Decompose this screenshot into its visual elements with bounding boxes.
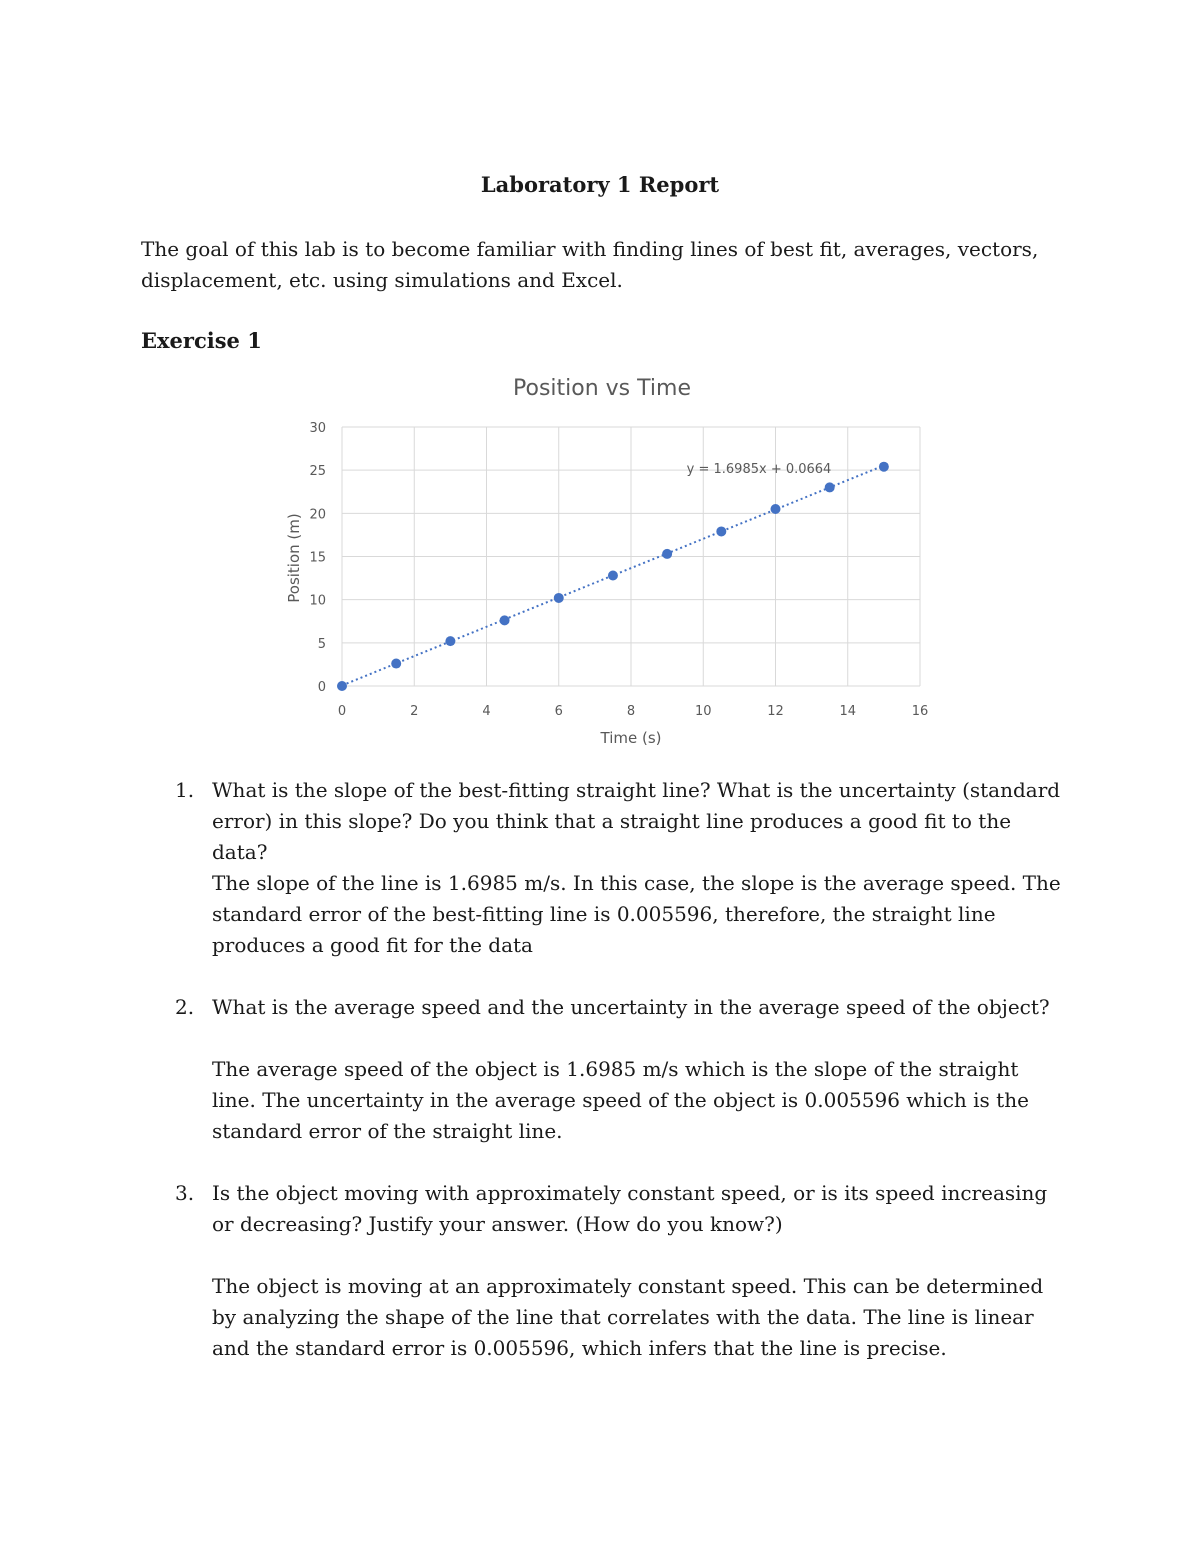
y-tick-label: 25 [309, 464, 326, 480]
x-tick-label: 16 [911, 704, 929, 719]
question-number: 3. [175, 1181, 195, 1205]
exercise-heading: Exercise 1 [141, 328, 262, 353]
answer-3: The object is moving at an approximately constant speed. This can be determined by analyzing the shape of the line that correlates with the data. The line is linear and the standard error is 0.005596, which infers that the line is precise. [212, 1274, 1044, 1360]
data-point [771, 504, 781, 514]
intro-paragraph: The goal of this lab is to become familiar with finding lines of best fit, averages, vectors, displacement, etc. using simulations and Excel. [141, 237, 1039, 292]
tick-labels [309, 421, 928, 719]
x-tick-label: 2 [410, 704, 419, 719]
data-point [554, 593, 564, 603]
question-text: What is the slope of the best-fitting straight line? What is the uncertainty (standard error) in this slope? Do you think that a straight line produces a good fit to the data? [212, 778, 1061, 864]
data-point [445, 636, 455, 646]
data-point [391, 659, 401, 669]
x-tick-label: 10 [694, 704, 712, 719]
y-tick-label: 30 [309, 421, 326, 436]
y-tick-label: 0 [317, 680, 326, 695]
x-tick-label: 6 [554, 704, 563, 719]
question-text: What is the average speed and the uncertainty in the average speed of the object? [212, 995, 1050, 1019]
x-tick-label: 8 [626, 704, 636, 719]
data-point [608, 570, 618, 580]
trendline-equation: y = 1.6985x + 0.0664 [686, 462, 832, 477]
y-axis-label: Position (m) [285, 513, 303, 603]
y-tick-label: 5 [317, 636, 326, 652]
position-time-chart [275, 365, 935, 760]
x-tick-label: 14 [839, 704, 857, 719]
data-point [337, 681, 347, 691]
data-point [716, 526, 726, 536]
data-point [500, 615, 510, 625]
question-number: 1. [175, 778, 195, 802]
data-point [825, 482, 835, 492]
report-title: Laboratory 1 Report [480, 172, 720, 197]
y-tick-label: 15 [309, 550, 326, 566]
question-text: Is the object moving with approximately constant speed, or is its speed increasing or decreasing? Justify your answer. (How do you know?) [212, 1181, 1048, 1236]
data-point [879, 462, 889, 472]
question-number: 2. [175, 995, 195, 1019]
x-tick-label: 0 [337, 704, 347, 719]
data-point [662, 549, 672, 559]
answer-2: The average speed of the object is 1.6985 m/s which is the slope of the straight line. The uncertainty in the average speed of the object is 0.005596 which is the standard error of the straight line. [212, 1057, 1029, 1143]
x-tick-label: 12 [767, 704, 784, 719]
x-axis-label: Time (s) [600, 729, 662, 747]
y-tick-label: 20 [309, 507, 326, 523]
chart-grid [342, 427, 920, 686]
answer-1: The slope of the line is 1.6985 m/s. In this case, the slope is the average speed. The standard error of the best-fitting line is 0.005596, therefore, the straight line produces a good fit for the data [212, 871, 1061, 957]
y-tick-label: 10 [309, 593, 326, 609]
chart-title: Position vs Time [513, 376, 691, 401]
chart-svg [275, 365, 935, 760]
x-tick-label: 4 [482, 704, 491, 719]
